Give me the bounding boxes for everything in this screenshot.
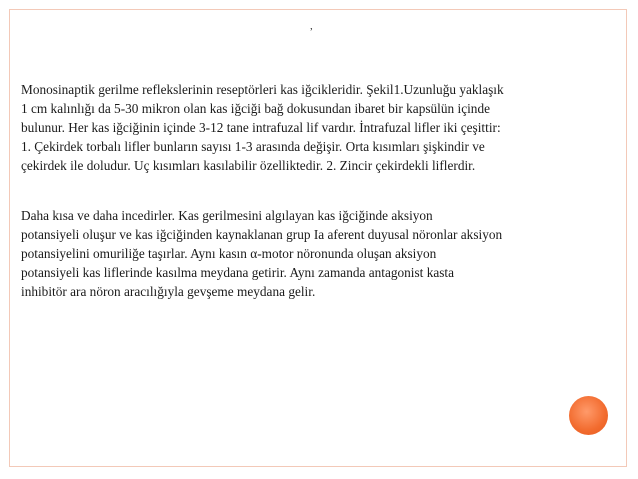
paragraph-1-line: çekirdek ile doludur. Uç kısımları kasılabilir özelliktedir. 2. Zincir çekirdekli liflerdir. (21, 158, 476, 174)
paragraph-1-line: 1 cm kalınlığı da 5-30 mikron olan kas iğciği bağ dokusundan ibaret bir kapsülün içinde (21, 101, 490, 117)
paragraph-1-line: 1. Çekirdek torbalı lifler bunların sayısı 1-3 arasında değişir. Orta kısımları şişkindir ve (21, 139, 485, 155)
orange-circle-decoration (569, 396, 608, 435)
paragraph-1-line: bulunur. Her kas iğciğinin içinde 3-12 tane intrafuzal lif vardır. İntrafuzal lifler iki çeşittir: (21, 120, 501, 136)
paragraph-2-line: potansiyelini omuriliğe taşırlar. Aynı kasın α-motor nöronunda oluşan aksiyon (21, 246, 437, 262)
paragraph-2-line: potansiyeli kas liflerinde kasılma meydana getirir. Aynı zamanda antagonist kasta (21, 265, 455, 281)
top-mark: , (310, 20, 313, 32)
paragraph-2-line: Daha kısa ve daha incedirler. Kas gerilmesini algılayan kas iğciğinde aksiyon (21, 208, 433, 223)
paragraph-1 (21, 80, 627, 175)
paragraph-2-line: inhibitör ara nöron aracılığıyla gevşeme meydana gelir. (21, 284, 316, 300)
paragraph-2-line: potansiyeli oluşur ve kas iğciğinden kaynaklanan grup Ia aferent duyusal nöronlar aksiyon (21, 227, 503, 243)
paragraph-1-line: Monosinaptik gerilme reflekslerinin reseptörleri kas iğcikleridir. Şekil1.Uzunluğu yaklaşık (21, 82, 504, 97)
paragraph-2 (21, 206, 627, 301)
